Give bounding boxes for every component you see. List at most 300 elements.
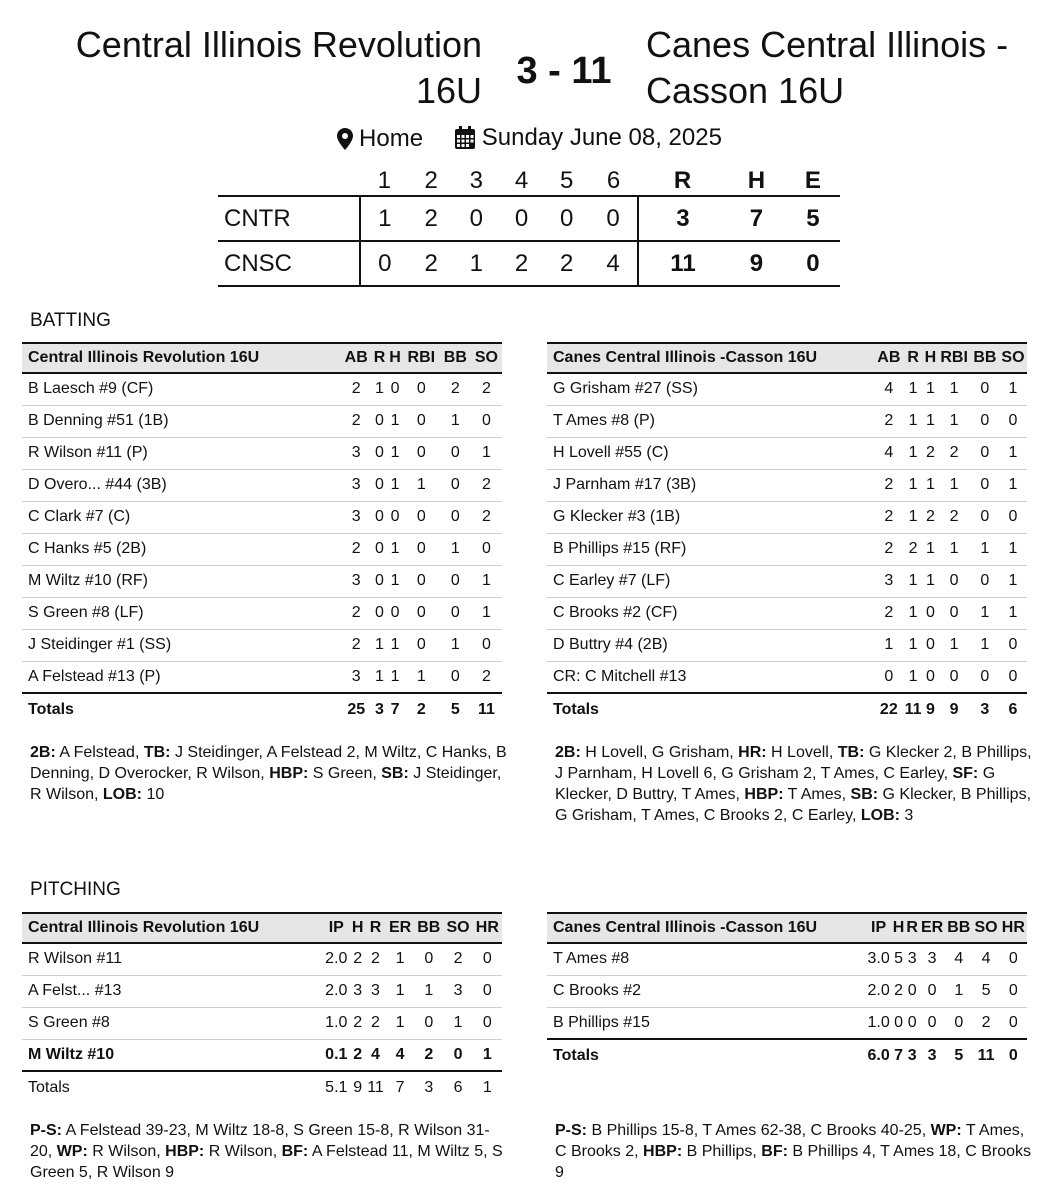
stat-cell: 1	[971, 597, 999, 629]
stat-cell: 2.0	[322, 975, 350, 1007]
stat-cell: 3	[875, 565, 903, 597]
table-row	[547, 597, 1027, 629]
stat-cell: 0	[403, 597, 440, 629]
stat-cell: 1	[440, 629, 471, 661]
table-row	[547, 629, 1027, 661]
table-row	[547, 501, 1027, 533]
team-name-header: Central Illinois Revolution 16U	[28, 349, 260, 366]
column-header: R	[907, 349, 919, 366]
note-text: 3	[899, 807, 914, 824]
column-header: BB	[443, 349, 467, 366]
stat-cell: 3	[365, 975, 386, 1007]
inning-score: 0	[469, 204, 484, 232]
note-text: R Wilson,	[204, 1143, 282, 1160]
totals-cell: 5.1	[322, 1071, 350, 1103]
note-label: WP:	[930, 1122, 962, 1139]
totals-cell: 11	[903, 693, 924, 725]
stat-cell: 1	[387, 629, 403, 661]
stat-cell: 2	[341, 405, 372, 437]
stat-cell: 0	[1008, 667, 1018, 685]
column-header: IP	[871, 919, 887, 936]
note-label: TB:	[143, 744, 171, 761]
stat-cell: 0	[414, 943, 443, 975]
player-name: C Brooks #2 (CF)	[547, 597, 875, 629]
note-label: LOB:	[860, 807, 900, 824]
runs-total: 11	[638, 241, 727, 286]
totals-label: Totals	[547, 693, 875, 725]
player-name: B Denning #51 (1B)	[22, 405, 341, 437]
stat-cell: 1	[999, 437, 1027, 469]
column-header: BB	[973, 349, 997, 366]
stat-cell: 2	[481, 667, 491, 685]
totals-cell: 0	[1000, 1039, 1027, 1071]
stat-cell: 3	[443, 975, 472, 1007]
note-label: 2B:	[30, 744, 56, 761]
stat-cell: 1	[443, 1007, 472, 1039]
player-name: C Clark #7 (C)	[22, 501, 341, 533]
totals-cell: 9	[350, 1071, 365, 1103]
stat-cell: 4	[875, 437, 903, 469]
totals-cell: 9	[923, 693, 937, 725]
stat-cell: 3	[351, 667, 361, 685]
stat-cell: 1	[999, 373, 1027, 405]
stat-cell: 1	[923, 405, 937, 437]
note-label: HBP:	[643, 1143, 683, 1160]
inning-score: 4	[606, 249, 620, 277]
column-header: H	[924, 349, 937, 366]
stat-cell: 1	[471, 565, 502, 597]
map-pin-icon	[337, 128, 353, 150]
note-label: WP:	[56, 1143, 88, 1160]
stat-cell: 1	[999, 533, 1027, 565]
inning-score: 2	[514, 249, 529, 277]
hits-total: 7	[749, 204, 764, 232]
totals-cell: 3	[414, 1071, 443, 1103]
inning-score: 2	[424, 249, 438, 277]
totals-cell: 3	[919, 1039, 945, 1071]
player-name: R Wilson #11 (P)	[22, 437, 341, 469]
stat-cell: 2	[937, 501, 970, 533]
totals-cell: 2	[403, 693, 440, 725]
totals-cell: 6	[999, 693, 1027, 725]
pitching-notes-away	[555, 1120, 1035, 1183]
totals-cell: 11	[471, 693, 502, 725]
away-team-name: Canes Central Illinois -Casson 16U	[646, 24, 1009, 111]
location	[337, 124, 423, 154]
note-text: G Klecker 2, B Phillips, J Parnham, H Lovell 6, G Grisham 2, T Ames, C Earley,	[555, 744, 1032, 782]
stat-cell: 3	[341, 501, 372, 533]
stat-cell: 2	[341, 533, 372, 565]
runs-total: 3	[638, 196, 727, 241]
stat-cell: 3	[905, 943, 919, 975]
note-text: B Phillips 15-8, T Ames 62-38, C Brooks 40-25,	[587, 1122, 931, 1139]
stat-cell: 3	[341, 437, 372, 469]
stat-cell: 5	[892, 943, 906, 975]
hits-total: 9	[749, 249, 764, 277]
stat-cell: 1	[903, 501, 924, 533]
note-text: T Ames,	[783, 786, 851, 803]
stat-cell: 2	[353, 1045, 363, 1063]
note-label: LOB:	[102, 786, 143, 803]
batting-table-home	[22, 342, 502, 725]
stat-cell: 0	[884, 667, 894, 685]
stat-cell: 1	[937, 533, 970, 565]
pitching-section-title: PITCHING	[30, 879, 121, 900]
stat-cell: 0	[453, 1045, 463, 1063]
column-header: IP	[328, 919, 344, 936]
player-name: CR: C Mitchell #13	[553, 667, 687, 685]
column-header: R	[373, 349, 386, 366]
stat-cell: 0	[999, 629, 1027, 661]
table-header-row	[22, 343, 502, 373]
stat-cell: 0	[440, 437, 471, 469]
stat-cell: 1	[923, 533, 937, 565]
note-label: SF:	[952, 765, 979, 782]
column-header: SO	[446, 919, 470, 936]
stat-cell: 1	[416, 667, 426, 685]
stat-cell: 1	[903, 597, 924, 629]
stat-cell: 0	[980, 667, 990, 685]
stat-cell: 0	[954, 1013, 964, 1031]
stat-cell: 0	[971, 373, 999, 405]
player-name: B Laesch #9 (CF)	[22, 373, 341, 405]
note-label: HBP:	[269, 765, 309, 782]
stat-cell: 1	[945, 975, 972, 1007]
stat-cell: 0	[923, 597, 937, 629]
stat-cell: 5	[972, 975, 999, 1007]
stat-cell: 2	[341, 373, 372, 405]
note-text: R Wilson,	[87, 1143, 166, 1160]
column-header: HR	[1001, 919, 1025, 936]
inning-header: 4	[514, 166, 529, 194]
batting-section-title: BATTING	[30, 310, 111, 331]
stat-cell: 1	[386, 1007, 414, 1039]
stat-cell: 2	[892, 975, 906, 1007]
stat-cell: 0	[999, 405, 1027, 437]
date-label: Sunday June 08, 2025	[481, 124, 722, 151]
stat-cell: 2	[440, 373, 471, 405]
batting-notes-home	[30, 742, 510, 805]
stat-cell: 0	[403, 373, 440, 405]
stat-cell: 0	[894, 1013, 903, 1031]
note-text: J Steidinger, A Felstead 2, M Wiltz, C Hanks, B Denning, D Overocker, R Wilson,	[30, 744, 507, 782]
stat-cell: 0	[403, 629, 440, 661]
note-text: A Felstead,	[55, 744, 144, 761]
totals-cell: 7	[387, 693, 403, 725]
note-label: P-S:	[30, 1122, 62, 1139]
note-text: G Klecker, D Buttry, T Ames,	[555, 765, 996, 803]
table-row	[547, 533, 1027, 565]
note-text: B Phillips,	[682, 1143, 762, 1160]
stat-cell: 1	[372, 373, 388, 405]
column-header: HR	[475, 919, 499, 936]
player-name: G Klecker #3 (1B)	[547, 501, 875, 533]
totals-cell: 7	[892, 1039, 906, 1071]
stat-cell: 1	[387, 405, 403, 437]
stat-cell: 0	[971, 469, 999, 501]
stat-cell: 3	[341, 469, 372, 501]
totals-cell: 22	[875, 693, 903, 725]
stat-cell: 1	[375, 667, 384, 685]
totals-label: Totals	[547, 1039, 865, 1071]
table-header-row	[547, 913, 1027, 943]
stat-cell: 2	[350, 943, 365, 975]
column-header: SO	[1001, 349, 1025, 366]
stat-cell: 2	[365, 943, 386, 975]
stat-cell: 1	[908, 667, 918, 685]
stat-cell: 0	[440, 597, 471, 629]
stat-cell: 0	[473, 1007, 502, 1039]
stat-cell: 1	[390, 667, 400, 685]
table-row	[22, 629, 502, 661]
inning-score: 0	[560, 204, 574, 232]
stat-cell: 1	[387, 469, 403, 501]
stat-cell: 4	[972, 943, 999, 975]
player-name: S Green #8 (LF)	[22, 597, 341, 629]
game-meta	[0, 123, 1059, 158]
column-header: R	[906, 919, 918, 936]
column-header: RBI	[407, 349, 436, 366]
column-header: AB	[344, 349, 368, 366]
stat-cell: 1	[903, 629, 924, 661]
stat-cell: 2	[875, 501, 903, 533]
stat-cell: 1	[387, 437, 403, 469]
linescore-row	[218, 241, 840, 286]
stat-cell: 1	[971, 533, 999, 565]
totals-cell: 11	[972, 1039, 999, 1071]
stat-cell: 2.0	[865, 975, 891, 1007]
column-header: SO	[974, 919, 998, 936]
stat-cell: 1	[440, 533, 471, 565]
stat-cell: 0	[905, 975, 919, 1007]
table-row	[22, 533, 502, 565]
player-name: D Buttry #4 (2B)	[547, 629, 875, 661]
inning-score: 2	[424, 204, 438, 232]
batting-table-away	[547, 342, 1027, 725]
stat-cell: 0	[372, 437, 388, 469]
stat-cell: 1	[903, 405, 924, 437]
stat-cell: 4	[945, 943, 972, 975]
stat-cell: 0	[403, 533, 440, 565]
stat-cell: 1	[387, 533, 403, 565]
column-header: H	[892, 919, 905, 936]
stat-cell: 1	[403, 469, 440, 501]
totals-label: Totals	[22, 693, 341, 725]
pitching-notes-home	[30, 1120, 510, 1183]
linescore-table	[218, 166, 840, 287]
stat-cell: 1	[903, 565, 924, 597]
stat-cell: 1	[414, 975, 443, 1007]
stat-cell: 1	[386, 975, 414, 1007]
stat-cell: 2	[981, 1013, 991, 1031]
table-row	[547, 405, 1027, 437]
note-label: HR:	[738, 744, 767, 761]
player-name: S Green #8	[22, 1007, 322, 1039]
note-text: B Phillips 4, T Ames 18, C Brooks 9	[555, 1143, 1032, 1181]
stat-cell: 0	[949, 667, 959, 685]
calendar-icon	[454, 126, 476, 150]
totals-row	[22, 1071, 502, 1103]
stat-cell: 0	[971, 405, 999, 437]
stat-cell: 0	[387, 501, 403, 533]
note-text: H Lovell, G Grisham,	[580, 744, 739, 761]
stat-cell: 0	[919, 975, 945, 1007]
totals-cell: 6.0	[865, 1039, 891, 1071]
stat-cell: 0	[403, 437, 440, 469]
table-row	[22, 975, 502, 1007]
player-name: B Phillips #15 (RF)	[547, 533, 875, 565]
note-text: 10	[142, 786, 165, 803]
totals-cell: 5	[440, 693, 471, 725]
stat-cell: 3.0	[865, 943, 891, 975]
team-abbrev: CNSC	[224, 249, 293, 277]
stat-cell: 2	[424, 1045, 434, 1063]
pitching-table-home	[22, 912, 502, 1103]
totals-cell: 1	[473, 1071, 502, 1103]
stat-cell: 0	[1000, 943, 1027, 975]
totals-cell: 3	[372, 693, 388, 725]
table-row	[22, 661, 502, 693]
totals-label: Totals	[22, 1071, 322, 1103]
player-name: R Wilson #11	[22, 943, 322, 975]
stat-cell: 0	[440, 469, 471, 501]
stat-cell: 0	[372, 501, 388, 533]
stat-cell: 2	[903, 533, 924, 565]
inning-header: 5	[560, 166, 574, 194]
stat-cell: 0	[372, 469, 388, 501]
player-name: D Overo... #44 (3B)	[22, 469, 341, 501]
note-text: H Lovell,	[766, 744, 838, 761]
totals-cell: 6	[443, 1071, 472, 1103]
table-row	[22, 501, 502, 533]
inning-score: 0	[514, 204, 529, 232]
totals-cell: 9	[937, 693, 970, 725]
stat-cell: 0	[440, 565, 471, 597]
stat-cell: 0	[937, 597, 970, 629]
stat-cell: 1	[923, 373, 937, 405]
player-name: C Earley #7 (LF)	[547, 565, 875, 597]
player-name: H Lovell #55 (C)	[547, 437, 875, 469]
stat-cell: 1	[937, 469, 970, 501]
stat-cell: 0	[927, 1013, 937, 1031]
note-label: HBP:	[744, 786, 784, 803]
team-name-header: Canes Central Illinois -Casson 16U	[553, 349, 818, 366]
player-name: T Ames #8 (P)	[547, 405, 875, 437]
note-label: P-S:	[555, 1122, 587, 1139]
table-row	[547, 469, 1027, 501]
player-name: A Felst... #13	[22, 975, 322, 1007]
player-name: C Brooks #2	[547, 975, 865, 1007]
player-name: J Parnham #17 (3B)	[547, 469, 875, 501]
stat-cell: 1	[903, 373, 924, 405]
stat-cell: 2	[875, 533, 903, 565]
table-row	[22, 943, 502, 975]
game-header	[0, 22, 1059, 117]
stat-cell: 2	[471, 373, 502, 405]
totals-row	[547, 1039, 1027, 1071]
table-row	[22, 373, 502, 405]
column-header: BB	[417, 919, 441, 936]
totals-cell: 5	[945, 1039, 972, 1071]
table-row	[22, 565, 502, 597]
stat-cell: 1	[471, 597, 502, 629]
note-text: A Felstead 39-23, M Wiltz 18-8, S Green 15-8, R Wilson 31-20,	[30, 1122, 490, 1160]
stat-cell: 0	[372, 533, 388, 565]
stat-cell: 0	[937, 565, 970, 597]
stat-cell: 1.0	[867, 1013, 890, 1031]
stat-cell: 1	[440, 405, 471, 437]
errors-total: 0	[806, 249, 820, 277]
totals-row	[22, 693, 502, 725]
stat-cell: 0	[907, 1013, 917, 1031]
column-header: RBI	[940, 349, 968, 366]
stat-cell: 0	[387, 597, 403, 629]
note-label: SB:	[850, 786, 879, 803]
note-text: T Ames, C Brooks 2,	[555, 1122, 1025, 1160]
note-text: J Steidinger, R Wilson,	[30, 765, 502, 803]
stat-cell: 1	[903, 469, 924, 501]
errors-total: 5	[806, 204, 820, 232]
note-text: S Green,	[308, 765, 382, 782]
stat-cell: 0	[971, 565, 999, 597]
stat-cell: 0	[925, 667, 935, 685]
note-label: 2B:	[555, 744, 581, 761]
team-name-header: Canes Central Illinois -Casson 16U	[553, 919, 818, 936]
stat-cell: 2	[875, 597, 903, 629]
stat-cell: 1	[937, 373, 970, 405]
stat-cell: 1	[999, 565, 1027, 597]
stat-cell: 0	[971, 501, 999, 533]
stat-cell: 0	[999, 501, 1027, 533]
stat-cell: 2	[875, 469, 903, 501]
note-label: BF:	[761, 1143, 788, 1160]
batting-notes-away	[555, 742, 1035, 826]
table-row	[22, 597, 502, 629]
stat-cell: 3	[919, 943, 945, 975]
stat-cell: 4	[371, 1045, 380, 1063]
stat-cell: 1	[386, 943, 414, 975]
stat-cell: 1	[903, 437, 924, 469]
player-name: B Phillips #15	[553, 1013, 650, 1031]
stat-cell: 0	[403, 405, 440, 437]
stat-cell: 1	[482, 1045, 492, 1063]
inning-score: 1	[469, 249, 484, 277]
totals-cell: 3	[905, 1039, 919, 1071]
stat-cell: 0	[971, 437, 999, 469]
inning-header: 6	[606, 166, 621, 194]
stat-cell: 1	[372, 629, 388, 661]
inning-header: 2	[424, 166, 438, 194]
table-header-row	[547, 343, 1027, 373]
runs-header: R	[673, 166, 692, 194]
inning-score: 0	[360, 241, 409, 286]
table-row	[547, 1007, 1027, 1039]
stat-cell: 1.0	[322, 1007, 350, 1039]
inning-score: 0	[606, 204, 620, 232]
team-name-header: Central Illinois Revolution 16U	[28, 919, 260, 936]
table-row	[547, 437, 1027, 469]
stat-cell: 1	[971, 629, 999, 661]
linescore-row	[218, 196, 840, 241]
totals-cell: 7	[386, 1071, 414, 1103]
inning-header: 3	[469, 166, 484, 194]
stat-cell: 4	[395, 1045, 405, 1063]
stat-cell: 2	[923, 501, 937, 533]
column-header: ER	[388, 919, 412, 936]
note-label: TB:	[837, 744, 865, 761]
totals-row	[547, 693, 1027, 725]
totals-cell: 11	[365, 1071, 386, 1103]
